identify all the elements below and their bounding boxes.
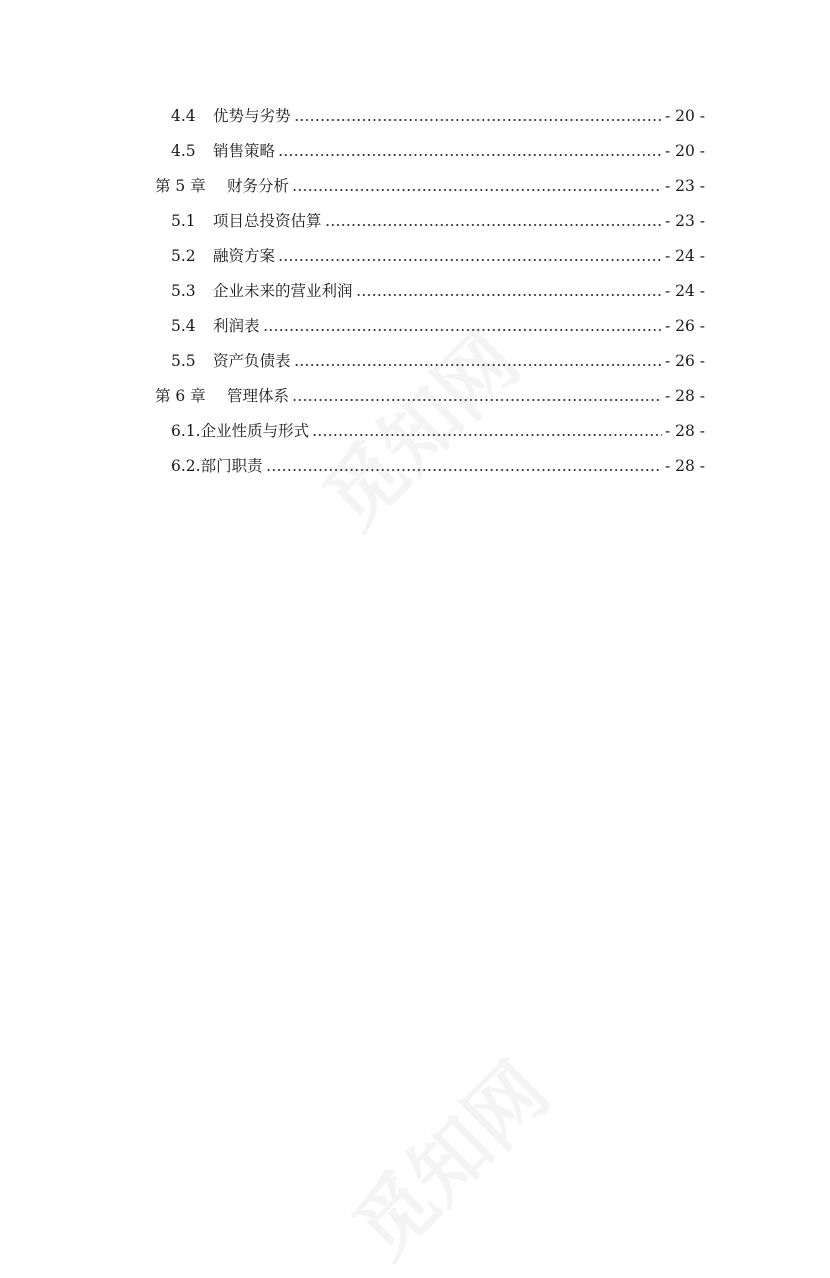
toc-entry-5-4[interactable] <box>171 311 705 341</box>
toc-entry-number: 6.1. <box>171 422 201 440</box>
toc-entry-page: - 20 - <box>664 107 705 125</box>
toc-entry-number: 第 5 章 <box>155 177 206 195</box>
toc-entry-chapter-5[interactable] <box>155 171 705 201</box>
toc-entry-number: 4.4 <box>171 107 196 125</box>
toc-entry-title: 财务分析 <box>227 177 290 195</box>
toc-entry-title: 管理体系 <box>227 387 290 405</box>
toc-entry-4-4[interactable] <box>171 101 705 131</box>
toc-entry-6-1[interactable] <box>171 416 705 446</box>
toc-entry-page: - 24 - <box>664 247 705 265</box>
toc-dot-leader <box>294 364 662 366</box>
toc-entry-page: - 26 - <box>664 352 705 370</box>
toc-entry-page: - 26 - <box>664 317 705 335</box>
toc-dot-leader <box>325 224 662 226</box>
toc-dot-leader <box>294 119 662 121</box>
toc-dot-leader <box>263 329 662 331</box>
toc-entry-title: 部门职责 <box>200 457 263 475</box>
toc-entry-title: 企业未来的营业利润 <box>213 282 353 300</box>
toc-entry-title: 优势与劣势 <box>213 107 291 125</box>
toc-entry-page: - 28 - <box>664 422 705 440</box>
toc-entry-page: - 23 - <box>664 177 705 195</box>
toc-entry-number: 5.2 <box>171 247 196 265</box>
toc-dot-leader <box>278 259 662 261</box>
toc-dot-leader <box>356 294 662 296</box>
toc-entry-title: 利润表 <box>213 317 260 335</box>
toc-entry-title: 企业性质与形式 <box>200 422 310 440</box>
toc-entry-page: - 28 - <box>664 387 705 405</box>
toc-dot-leader <box>278 154 662 156</box>
toc-entry-5-1[interactable] <box>171 206 705 236</box>
toc-entry-page: - 28 - <box>664 457 705 475</box>
toc-entry-number: 第 6 章 <box>155 387 206 405</box>
toc-entry-number: 5.1 <box>171 212 196 230</box>
toc-entry-number: 5.5 <box>171 352 196 370</box>
toc-entry-6-2[interactable] <box>171 451 705 481</box>
watermark-upper: 觅知网 <box>307 316 537 546</box>
toc-entry-number: 5.3 <box>171 282 196 300</box>
toc-entry-number: 4.5 <box>171 142 196 160</box>
toc-entry-title: 销售策略 <box>213 142 276 160</box>
watermark-lower: 觅知网 <box>337 1046 567 1276</box>
toc-dot-leader <box>292 189 662 191</box>
toc-entry-page: - 24 - <box>664 282 705 300</box>
toc-entry-title: 项目总投资估算 <box>213 212 322 230</box>
toc-entry-4-5[interactable] <box>171 136 705 166</box>
toc-entry-5-2[interactable] <box>171 241 705 271</box>
toc-entry-title: 融资方案 <box>213 247 276 265</box>
toc-dot-leader <box>292 399 662 401</box>
toc-entry-title: 资产负债表 <box>213 352 291 370</box>
toc-entry-number: 5.4 <box>171 317 196 335</box>
toc-entry-number: 6.2. <box>171 457 201 475</box>
toc-entry-page: - 23 - <box>664 212 705 230</box>
toc-dot-leader <box>266 469 662 471</box>
toc-dot-leader <box>312 434 662 436</box>
toc-entry-chapter-6[interactable] <box>155 381 705 411</box>
toc-entry-page: - 20 - <box>664 142 705 160</box>
toc-entry-5-3[interactable] <box>171 276 705 306</box>
toc-entry-5-5[interactable] <box>171 346 705 376</box>
